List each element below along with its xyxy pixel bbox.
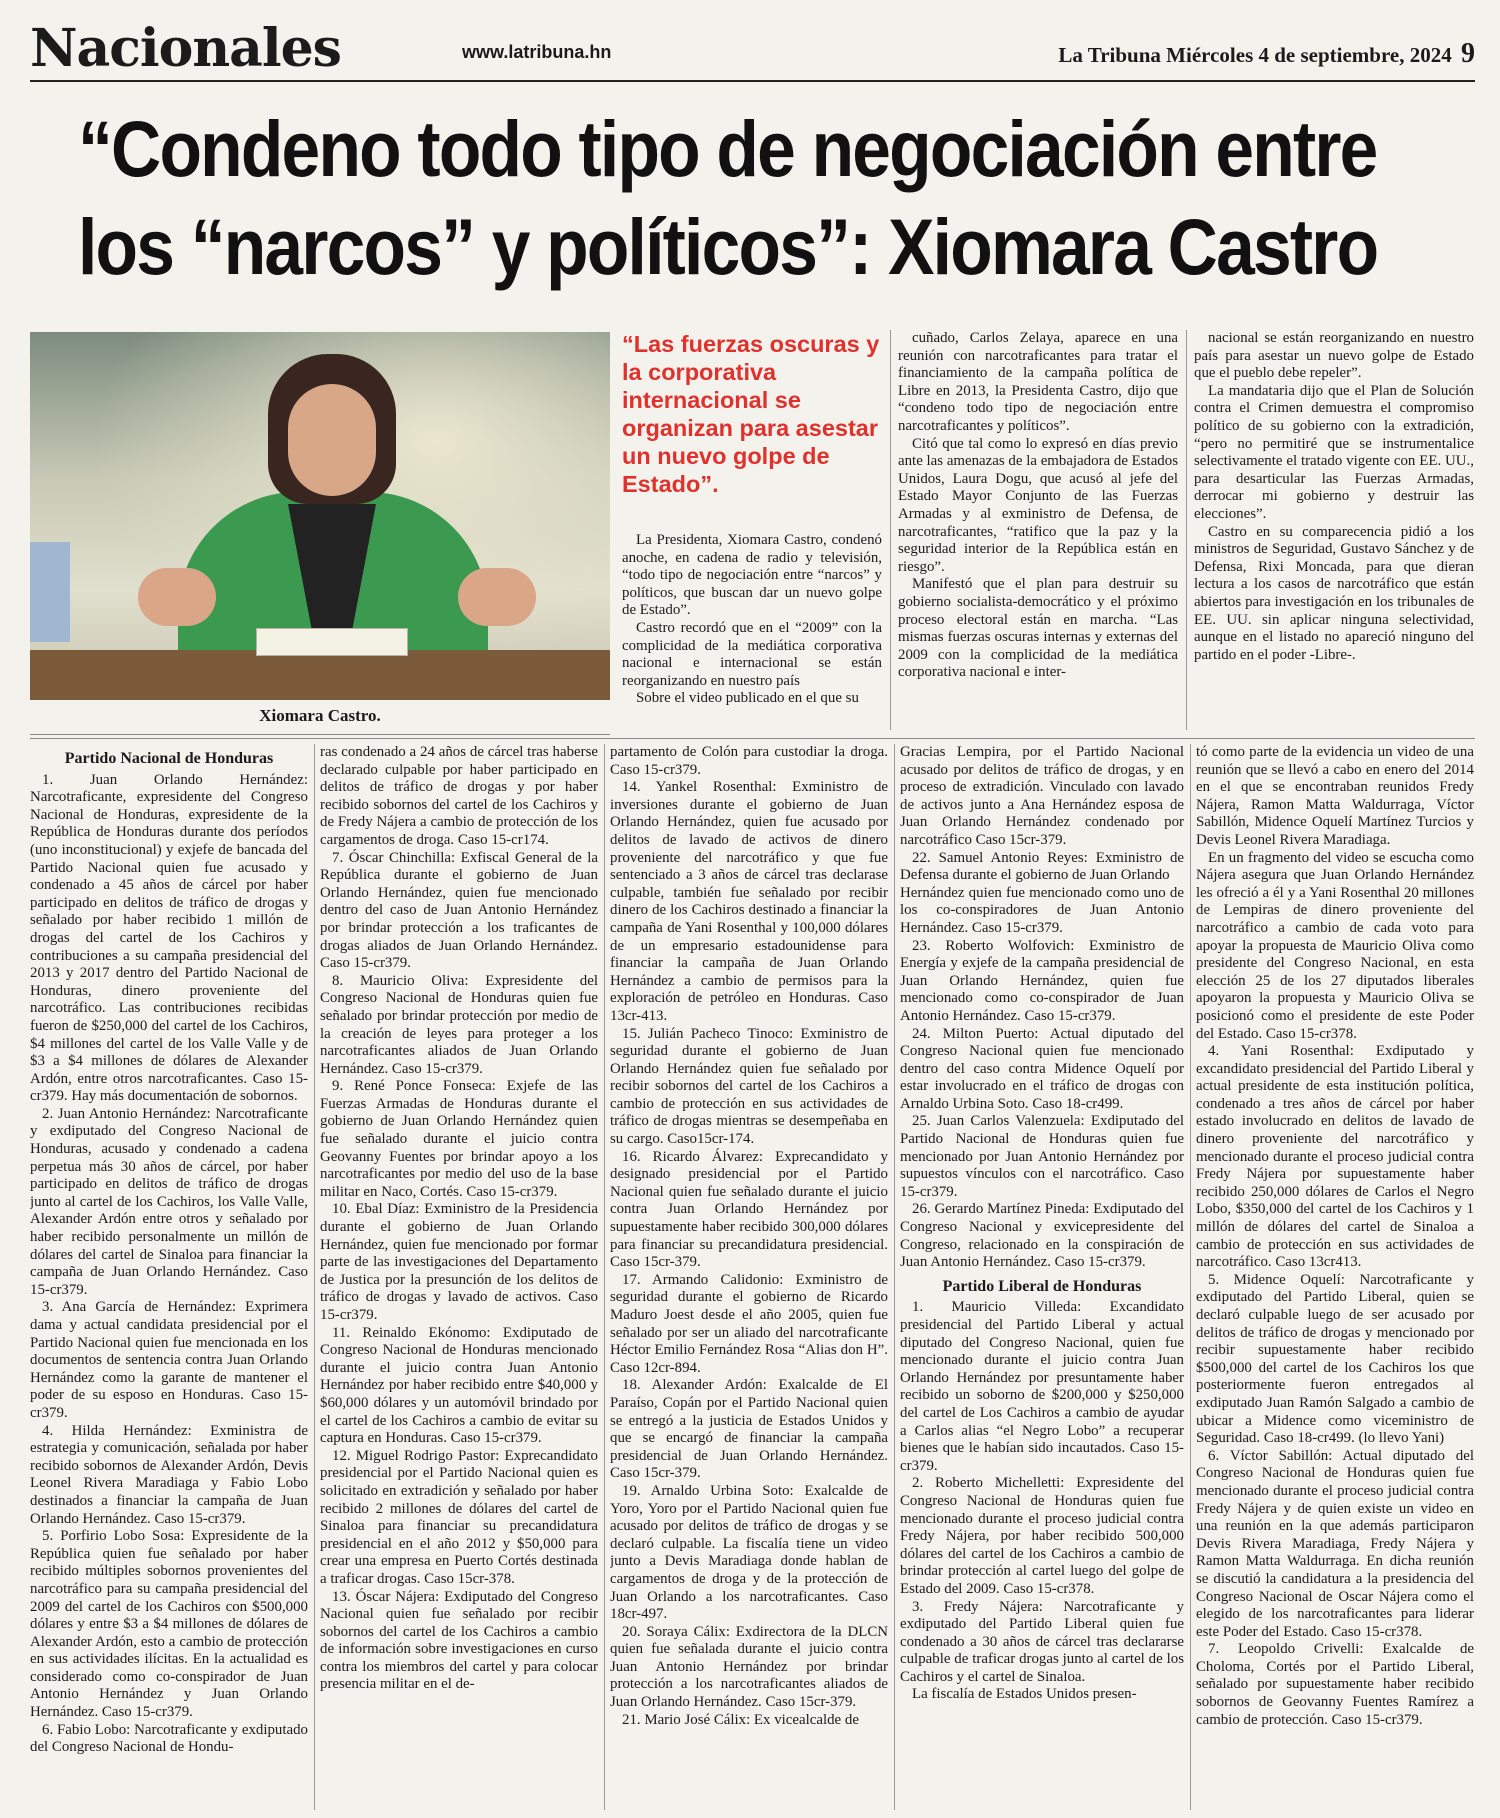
masthead <box>30 18 1475 82</box>
liberal-subhead: Partido Liberal de Honduras <box>942 1277 1142 1295</box>
article-photo <box>30 332 610 700</box>
headline-line-1: “Condeno todo tipo de negociación entre <box>78 104 1377 193</box>
list-item: 8. Mauricio Oliva: Expresidente del Congreso Nacional de Honduras quien fue señalado por brindar protección por medio de la creación de leyes para proteger a los narcotraficantes aliados de Juan Orlando Hernández. Caso 15-cr379. <box>320 972 598 1077</box>
list-item: 18. Alexander Ardón: Exalcalde de El Paraíso, Copán por el Partido Nacional quien se entregó a la justicia de Estados Unidos y que se encargó de financiar la campaña presidencial de Juan Orlando Hernández. Caso 15cr-379. <box>610 1377 888 1482</box>
column-divider <box>1190 744 1191 1810</box>
headline <box>78 100 1378 296</box>
site-url: www.latribuna.hn <box>462 42 612 62</box>
article-paragraph: La mandataria dijo que el Plan de Solución contra el Crimen demuestra el compromiso político de su gobierno con la extradición, “pero no permitiré que se instrumentalice selectivamente el tratado vigente con EE. UU., para desarticular las Fuerzas Armadas, derrocar mi gobierno y destruir las elecciones”. <box>1194 382 1474 522</box>
list-item: 1. Mauricio Villeda: Excandidato presidencial del Partido Liberal y actual diputado del Congreso Nacional, quien fue mencionado durante el juicio contra Juan Orlando Hernández por presuntamente haber recibido un soborno de $200,000 y $250,000 del cartel de Los Cachiros a cambio de ayudar a Carlos alias “el Negro Lobo” a recuperar bienes que le habían sido incautados. Caso 15-cr379. <box>900 1299 1184 1474</box>
list-item: 16. Ricardo Álvarez: Exprecandidato y designado presidencial por el Partido Nacional quien fue señalado durante el juicio contra Juan Orlando Hernández por supuestamente haber recibido 300,000 dólares para financiar su precandidatura presidencial. Caso 15cr-379. <box>610 1148 888 1271</box>
article-paragraph: Castro recordó que en el “2009” con la complicidad de la mediática corporativa nacional e internacional se están reorganizando en nuestro país <box>622 619 882 689</box>
section-title: Nacionales <box>30 18 341 79</box>
list-item: 4. Hilda Hernández: Exministra de estrategia y comunicación, señalada por haber recibido sobornos de Alexander Ardón, Devis Leonel Rivera Maradiaga y Fabio Lobo destinados a financiar la campaña de Juan Orlando Hernández. Caso 15-cr379. <box>30 1422 308 1527</box>
column-divider <box>314 744 315 1810</box>
list-column-1 <box>30 744 308 1810</box>
pull-quote: “Las fuerzas oscuras y la corporativa internacional se organizan para asestar un nuevo golpe de Estado”. <box>622 331 880 497</box>
list-item: 6. Víctor Sabillón: Actual diputado del Congreso Nacional de Honduras quien fue mencionado durante el proceso judicial contra Fredy Nájera y de quien existe un video en una reunión en la que además participaron Devis Rivera Maradiaga, Fredy Nájera y Ramon Matta Waldurraga. En dicha reunión se discutió la candidatura a la presidencia del Congreso Nacional de Oscar Nájera como el elegido de los narcotraficantes para liderar este Poder del Estado. Caso 15-cr378. <box>1196 1447 1474 1640</box>
list-item: ras condenado a 24 años de cárcel tras haberse declarado culpable por haber participado en delitos de tráfico de drogas y por haber recibido sobornos del cartel de los Cachiros y de Fredy Nájera a cambio de protección de los cargamentos de droga. Caso 15-cr174. <box>320 744 598 848</box>
photo-nameplate <box>256 628 408 656</box>
article-paragraph: nacional se están reorganizando en nuestro país para asestar un nuevo golpe de Estado que el pueblo debe repeler”. <box>1194 330 1474 382</box>
column-divider <box>890 330 891 730</box>
list-item: 17. Armando Calidonio: Exministro de seguridad durante el gobierno de Ricardo Maduro Joest desde el año 2005, quien fue señalado por ser un aliado del narcotraficante Héctor Emilio Fernández Rosa “Alias don H”. Caso 12cr-894. <box>610 1271 888 1376</box>
list-item: 14. Yankel Rosenthal: Exministro de inversiones durante el gobierno de Juan Orlando Hernández, quien fue acusado por delitos de lavado de activos de dinero proveniente del narcotráfico y que fue sentenciado a 3 años de cárcel tras declarase culpable, también fue señalado por recibir dinero de los Cachiros destinado a financiar la campaña de Yani Rosenthal y 100,000 dólares de un empresario estadounidense para financiar la campaña de Juan Orlando Hernández a cambio de permisos para la exploración de petróleo en Honduras. Caso 13cr-413. <box>610 779 888 1024</box>
article-paragraph: La Presidenta, Xiomara Castro, condenó anoche, en cadena de radio y televisión, “todo tipo de negociación entre “narcos” y políticos, que buscan dar un nuevo golpe de Estado”. <box>622 532 882 619</box>
headline-line-2: los “narcos” y políticos”: Xiomara Castro <box>78 202 1378 291</box>
photo-caption: Xiomara Castro. <box>259 706 381 725</box>
list-item: 12. Miguel Rodrigo Pastor: Exprecandidato presidencial por el Partido Nacional quien es solicitado en extradición y señalado por haber recibido 2 millones de dólares del cartel de Sinaloa para financiar su precandidatura presidencial en el año 2012 y $50,000 para crear una empresa en Puerto Cortés destinada a traficar drogas. Caso 15cr-378. <box>320 1447 598 1587</box>
list-item: 9. René Ponce Fonseca: Exjefe de las Fuerzas Armadas de Honduras durante el gobierno de Juan Orlando Hernández quien fue señalado durante el juicio contra Geovanny Fuentes por brindar apoyo a los narcotraficantes por medio del uso de la base militar en Naco, Cortés. Caso 15-cr379. <box>320 1078 598 1200</box>
section-divider <box>30 738 1475 739</box>
list-item: 24. Milton Puerto: Actual diputado del Congreso Nacional quien fue mencionado dentro del caso contra Midence Oquelí por estar involucrado en el tráfico de drogas con Arnaldo Urbina Soto. Caso 18-cr499. <box>900 1025 1184 1112</box>
issue-line <box>1058 38 1475 70</box>
list-item: 21. Mario José Cálix: Ex vicealcalde de <box>622 1711 859 1728</box>
list-item: 10. Ebal Díaz: Exministro de la Presidencia durante el gobierno de Juan Orlando Hernández, quien fue mencionado por formar parte de las investigaciones del Departamento de Justica por la presunción de los delitos de tráfico de drogas y lavado de activos. Caso 15-cr379. <box>320 1201 598 1323</box>
list-column-3 <box>610 744 888 1810</box>
nacional-subhead: Partido Nacional de Honduras <box>64 750 274 767</box>
list-item: 4. Yani Rosenthal: Exdiputado y excandidato presidencial del Partido Liberal y actual presidente de esta institución política, condenado a tres años de cárcel por haber estado involucrado en delitos de lavado de dinero proveniente del narcotráfico y mencionado durante el proceso judicial contra Fredy Nájera por supuestamente haber recibido 250,000 dólares de Carlos el Negro Lobo, $350,000 del cartel de los Cachiros y 1 millón de dólares del cartel de Sinaloa a cambio de protección en sus actividades de narcotráfico. Caso 13cr413. <box>1196 1043 1474 1271</box>
list-item: tó como parte de la evidencia un video de una reunión que se llevó a cabo en enero del 2014 en el que se encontraban reunidos Fredy Nájera, Ramon Matta Waldurraga, Víctor Sabillón, Midence Oquelí Martínez Turcios y Devis Leonel Rivera Maradiaga. <box>1196 744 1474 848</box>
list-item: Hernández quien fue mencionado como uno de los co-conspiradores de Juan Antonio Hernández. Caso 15-cr379. <box>900 884 1184 936</box>
list-item: 22. Samuel Antonio Reyes: Exministro de Defensa durante el gobierno de Juan Orlando <box>900 849 1184 884</box>
list-item: 6. Fabio Lobo: Narcotraficante y exdiputado del Congreso Nacional de Hondu- <box>30 1721 308 1756</box>
list-item: 3. Ana García de Hernández: Exprimera dama y actual candidata presidencial por el Partido Nacional quien fue mencionada en los documentos de sentencia contra Juan Orlando Hernández como la garante de mantener el poder de su esposo en Honduras. Caso 15-cr379. <box>30 1299 308 1421</box>
list-item: 7. Leopoldo Crivelli: Exalcalde de Choloma, Cortés por el Partido Liberal, señalado por supuestamente haber recibido sobornos de Geovanny Fuentes Ramírez a cambio de protección. Caso 15-cr379. <box>1196 1641 1474 1728</box>
article-paragraph: Sobre el video publicado en el que su <box>636 690 859 707</box>
list-item: 13. Óscar Nájera: Exdiputado del Congreso Nacional quien fue señalado por recibir sobornos del cartel de los Cachiros a cambio de información sobre investigaciones en curso contra los miembros del cartel y para colocar presencia militar en el de- <box>320 1588 598 1693</box>
list-item: 3. Fredy Nájera: Narcotraficante y exdiputado del Partido Liberal quien fue condenado a 30 años de cárcel tras declararse culpable de traficar drogas junto al cartel de los Cachiros y el cartel de Sinaloa. <box>900 1598 1184 1685</box>
issue-date: Miércoles 4 de septiembre, 2024 <box>1166 43 1452 67</box>
list-item: 5. Porfirio Lobo Sosa: Expresidente de la República quien fue señalado por haber recibido múltiples sobornos provenientes del narcotráfico para su campaña presidencial del 2009 del cartel de los Cachiros con $500,000 dólares y entre $3 a $4 millones de dólares de Alexander Ardón, esto a cambio de protección en sus actividades ilícitas. En la actualidad es considerado como co-conspirador de Juan Antonio Hernández y Juan Orlando Hernández. Caso 15-cr379. <box>30 1528 308 1721</box>
paper-name: La Tribuna <box>1058 43 1161 67</box>
article-paragraph: cuñado, Carlos Zelaya, aparece en una reunión con narcotraficantes para tratar el financiamiento de la campaña política de Libre en 2013, la Presidenta Castro, dijo que “condeno todo tipo de negociación entre narcotraficantes y políticos”. <box>898 330 1178 434</box>
list-item: 1. Juan Orlando Hernández: Narcotraficante, expresidente del Congreso Nacional de Honduras, expresidente de la República de Honduras durante dos períodos (uno inconstitucional) y exjefe de bancada del Partido Nacional quien fue acusado y condenado a 45 años de cárcel por haber participado en delitos de tráfico de drogas y señalado por haber recibido 1 millón de drogas del cartel de los Cachiros y contribuciones a su campaña presidencial del 2013 y 2017 dentro del Partido Nacional de Honduras, dinero proveniente del narcotráfico. Las contribuciones recibidas fueron de $250,000 del cartel de los Cachiros, $4 millones del cartel de los Valle Valle y de $3 a $4 millones de dólares de Alexander Ardón, entre otros narcotraficantes. Caso 15-cr379. Hay más documentación de sobornos. <box>30 771 308 1105</box>
list-item: En un fragmento del video se escucha como Nájera asegura que Juan Orlando Hernández les ofreció a él y a Yani Rosenthal 20 millones de Lempiras de dinero proveniente del narcotráfico a cambio de cada voto para apoyar la propuesta de Mauricio Oliva como presidente del Congreso Nacional, en esta elección 25 de los 27 diputados liberales apoyaron la propuesta y Mauricio Oliva se posicionó como el presidente de este Poder del Estado. Caso 15-cr378. <box>1196 849 1474 1042</box>
list-item: partamento de Colón para custodiar la droga. Caso 15-cr379. <box>610 744 888 778</box>
list-item: Gracias Lempira, por el Partido Nacional acusado por delitos de tráfico de drogas, y en proceso de extradición. Vinculado con lavado de activos junto a Ana Hernández esposa de Juan Orlando Hernández condenado por narcotráfico Caso 15cr-379. <box>900 744 1184 848</box>
list-column-4 <box>900 744 1184 1810</box>
photo-figure-left-hand <box>138 568 216 626</box>
column-divider <box>894 744 895 1810</box>
list-item: 7. Óscar Chinchilla: Exfiscal General de la República durante el gobierno de Juan Orlando Hernández, quien fue mencionado dentro del caso de Juan Antonio Hernández por brindar protección a los traficantes de drogas aliados de Juan Orlando Hernández. Caso 15-cr379. <box>320 849 598 972</box>
article-paragraph: Castro en su comparecencia pidió a los ministros de Seguridad, Gustavo Sánchez y de Defensa, Rixi Moncada, para que dieran lectura a los casos de narcotráfico que están abiertos para investigación en los tribunales de EE. UU. sin aplicar ninguna selectividad, aunque en el listado no apareció ninguno del partido en el poder -Libre-. <box>1194 523 1474 663</box>
list-item: 11. Reinaldo Ekónomo: Exdiputado de Congreso Nacional de Honduras mencionado durante el juicio contra Juan Antonio Hernández por haber recibido entre $40,000 y $60,000 dólares y un automóvil brindado por el cartel de los Cachiros a cambio de evitar su captura en Honduras. Caso 15-cr379. <box>320 1324 598 1447</box>
list-item: 23. Roberto Wolfovich: Exministro de Energía y exjefe de la campaña presidencial de Juan Orlando Hernández, quien fue mencionado como co-conspirador de Juan Antonio Hernández. Caso 15-cr379. <box>900 937 1184 1024</box>
column-divider <box>1186 330 1187 730</box>
list-item: 19. Arnaldo Urbina Soto: Exalcalde de Yoro, Yoro por el Partido Nacional quien fue acusado por delitos de tráfico de drogas y se declaró culpable. La fiscalía tiene un video junto a Devis Maradiaga donde hablan de cargamentos de droga y de la protección de Juan Orlando a los narcotraficantes. Caso 18cr-497. <box>610 1482 888 1623</box>
list-item: 15. Julián Pacheco Tinoco: Exministro de seguridad durante el gobierno de Juan Orlando Hernández quien fue señalado por recibir sobornos del cartel de los Cachiros a cambio de protección en sus actividades de tráfico de drogas mientras se desempeñaba en su cargo. Caso15cr-174. <box>610 1025 888 1148</box>
list-item: 20. Soraya Cálix: Exdirectora de la DLCN quien fue señalada durante el juicio contra Juan Antonio Hernández por brindar protección a los narcotraficantes aliados de Juan Orlando Hernández. Caso 15cr-379. <box>610 1623 888 1711</box>
photo-figure-face <box>288 384 376 496</box>
photo-flag <box>30 542 70 642</box>
list-column-2 <box>320 744 598 1810</box>
list-item: 26. Gerardo Martínez Pineda: Exdiputado del Congreso Nacional y exvicepresidente del Congreso, relacionado en la conspiración de Juan Antonio Hernández. Caso 15-cr379. <box>900 1201 1184 1271</box>
page-number: 9 <box>1461 38 1475 69</box>
article-paragraph: Manifestó que el plan para destruir su gobierno socialista-democrático y el próximo proceso electoral están en marcha. “Las mismas fuerzas oscuras internas y externas del 2009 con la complicidad de la mediática corporativa nacional e inter- <box>898 576 1178 681</box>
list-item: 2. Roberto Michelletti: Expresidente del Congreso Nacional de Honduras quien fue mencionado durante el proceso judicial contra Fredy Nájera, por haber recibido 500,000 dólares del cartel de los Cachiros a cambio de brindar protección al cartel luego del golpe de Estado del 2009. Caso 15-cr378. <box>900 1475 1184 1597</box>
article-column-2 <box>898 330 1178 732</box>
photo-desk <box>30 650 610 700</box>
list-item: 5. Midence Oquelí: Narcotraficante y exdiputado del Partido Liberal, quien se declaró culpable luego de ser acusado por delitos de tráfico de drogas y mencionado por recibir supuestamente haber recibido $500,000 del cartel de los Cachiros los que posteriormente fueron entregados al exdiputado Juan Ramón Salgado a cambio de ubicar a Midence como viceministro de Seguridad. Caso 18-cr499. (lo llevo Yani) <box>1196 1271 1474 1447</box>
article-paragraph: Citó que tal como lo expresó en días previo ante las amenazas de la embajadora de Estados Unidos, Laura Dogu, que acusó al jefe del Estado Mayor Conjunto de las Fuerzas Armadas y al exministro de Defensa, de narcotraficantes, “ratifico que la paz y la seguridad interior de la República están en riesgo”. <box>898 435 1178 575</box>
photo-figure-right-hand <box>458 568 536 626</box>
list-item: 2. Juan Antonio Hernández: Narcotraficante y exdiputado del Congreso Nacional de Honduras, acusado y condenado a cadena perpetua más 30 años de cárcel, por haber participado en delitos de tráfico de drogas junto al cartel de los Cachiros, los Valle Valle, Alexander Ardón entre otros y señalado por haber recibido personalmente un millón de dólares del cartel de Sinaloa para financiar la campaña de Juan Orlando Hernández. Caso 15-cr379. <box>30 1105 308 1298</box>
list-column-5 <box>1196 744 1474 1810</box>
column-divider <box>604 744 605 1810</box>
list-item: 25. Juan Carlos Valenzuela: Exdiputado del Partido Nacional de Honduras quien fue mencionado por Juan Antonio Hernández por supuestos vínculos con el narcotráfico. Caso 15-cr379. <box>900 1113 1184 1200</box>
article-column-1 <box>622 532 882 732</box>
list-item: La fiscalía de Estados Unidos presen- <box>912 1686 1137 1703</box>
photo-divider <box>30 734 610 735</box>
article-column-3 <box>1194 330 1474 732</box>
